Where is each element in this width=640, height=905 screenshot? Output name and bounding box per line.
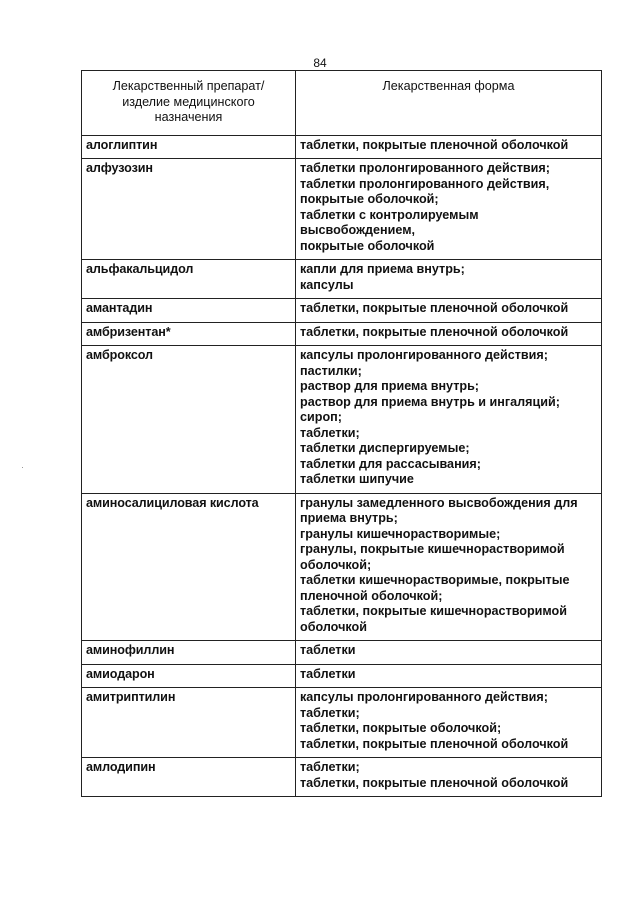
table-row: [82, 641, 602, 665]
dosage-form-cell: [296, 322, 602, 346]
dosage-form-line: капсулы пролонгированного действия;: [300, 348, 548, 362]
drug-name-cell: амантадин: [82, 299, 296, 323]
dosage-form-line: гранулы, покрытые кишечнорастворимой: [300, 542, 565, 556]
drug-forms-table: [81, 70, 602, 797]
dosage-form-line: гранулы замедленного высвобождения для: [300, 495, 578, 510]
dosage-form-line: покрытые оболочкой: [300, 238, 435, 253]
dosage-form-line: таблетки для рассасывания;: [300, 456, 481, 471]
dosage-form-line: таблетки, покрытые пленочной оболочкой: [300, 301, 569, 315]
dosage-form-line: таблетки, покрытые пленочной оболочкой: [300, 324, 569, 339]
dosage-form-cell: [296, 664, 602, 688]
dosage-form-line: таблетки с контролируемым высвобождением,: [300, 207, 479, 237]
drug-name-cell: альфакальцидол: [82, 260, 296, 299]
table-row: [82, 260, 602, 299]
dosage-form-cell: [296, 493, 602, 641]
dosage-form-cell: [296, 641, 602, 665]
dosage-form-line: таблетки шипучие: [300, 472, 414, 486]
drug-name-cell: амбризентан*: [82, 322, 296, 346]
dosage-form-line: таблетки;: [300, 705, 360, 720]
dosage-form-line: таблетки;: [300, 760, 360, 774]
drug-name-cell: аминофиллин: [82, 641, 296, 665]
drug-name-cell: амброксол: [82, 346, 296, 494]
column-header-drug-line: назначения: [154, 110, 223, 124]
dosage-form-line: таблетки, покрытые пленочной оболочкой: [300, 736, 569, 751]
table-row: [82, 493, 602, 641]
dosage-form-line: оболочкой: [300, 619, 367, 634]
dosage-form-line: таблетки, покрытые оболочкой;: [300, 721, 502, 735]
dosage-form-line: капсулы пролонгированного действия;: [300, 690, 548, 704]
dosage-form-line: таблетки;: [300, 425, 360, 440]
table-row: [82, 299, 602, 323]
table-row: [82, 758, 602, 797]
dosage-form-line: таблетки, покрытые пленочной оболочкой: [300, 775, 569, 790]
dosage-form-line: покрытые оболочкой;: [300, 192, 439, 206]
dosage-form-line: таблетки: [300, 643, 356, 657]
table-row: [82, 664, 602, 688]
dosage-form-line: пастилки;: [300, 363, 362, 378]
page-number: 84: [313, 56, 327, 70]
dosage-form-line: капсулы: [300, 277, 354, 292]
table-row: [82, 346, 602, 494]
column-header-drug-line: изделие медицинского: [122, 94, 255, 109]
dosage-form-line: приема внутрь;: [300, 511, 398, 525]
dosage-form-line: раствор для приема внутрь и ингаляций;: [300, 394, 560, 409]
dosage-form-line: таблетки, покрытые кишечнорастворимой: [300, 604, 567, 618]
column-header-drug-line: Лекарственный препарат/: [112, 79, 265, 93]
table-row: [82, 159, 602, 260]
dosage-form-cell: [296, 758, 602, 797]
dosage-form-line: оболочкой;: [300, 557, 372, 572]
scan-speck: [22, 467, 23, 468]
dosage-form-line: сироп;: [300, 410, 342, 424]
dosage-form-line: таблетки пролонгированного действия;: [300, 161, 550, 175]
column-header-drug: [82, 71, 296, 136]
drug-name-cell: аминосалициловая кислота: [82, 493, 296, 641]
dosage-form-line: таблетки диспергируемые;: [300, 441, 470, 455]
dosage-form-line: таблетки, покрытые пленочной оболочкой: [300, 137, 569, 152]
dosage-form-line: таблетки пролонгированного действия,: [300, 176, 550, 191]
drug-name-cell: амиодарон: [82, 664, 296, 688]
table-row: [82, 135, 602, 159]
table-row: [82, 322, 602, 346]
column-header-form-line: Лекарственная форма: [382, 79, 515, 93]
dosage-form-cell: [296, 688, 602, 758]
dosage-form-line: гранулы кишечнорастворимые;: [300, 526, 501, 541]
table-row: [82, 688, 602, 758]
dosage-form-cell: [296, 346, 602, 494]
dosage-form-line: раствор для приема внутрь;: [300, 379, 480, 393]
drug-name-cell: алфузозин: [82, 159, 296, 260]
dosage-form-line: таблетки кишечнорастворимые, покрытые: [300, 573, 570, 587]
dosage-form-cell: [296, 299, 602, 323]
dosage-form-cell: [296, 159, 602, 260]
dosage-form-line: капли для приема внутрь;: [300, 262, 465, 276]
table-header: [82, 71, 602, 136]
dosage-form-line: пленочной оболочкой;: [300, 588, 443, 603]
dosage-form-line: таблетки: [300, 666, 356, 681]
drug-name-cell: амлодипин: [82, 758, 296, 797]
dosage-form-cell: [296, 135, 602, 159]
drug-name-cell: амитриптилин: [82, 688, 296, 758]
table-body: [82, 135, 602, 797]
drug-name-cell: алоглиптин: [82, 135, 296, 159]
column-header-form: [296, 71, 602, 136]
table-header-row: [82, 71, 602, 136]
dosage-form-cell: [296, 260, 602, 299]
